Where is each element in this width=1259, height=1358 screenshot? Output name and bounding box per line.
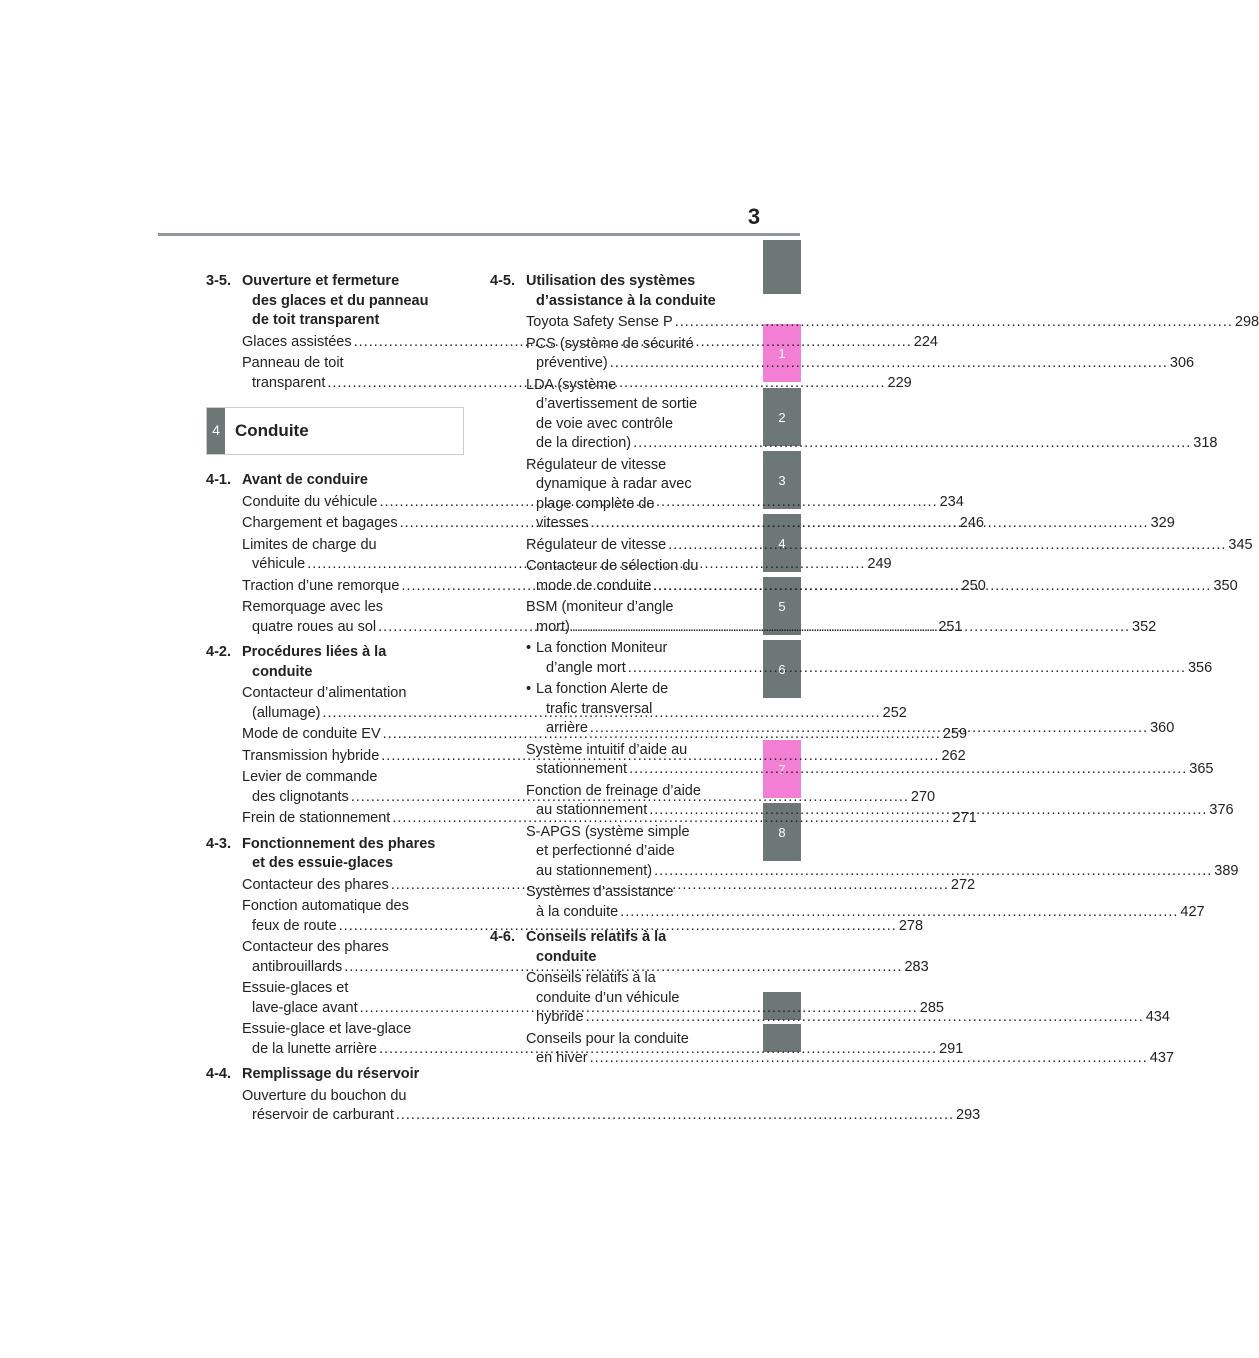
toc-entry-levier[interactable]: Levier de commande des clignotants ..... 270 (242, 768, 438, 807)
page-ref: 250 (961, 577, 986, 594)
page-ref: 352 (1132, 618, 1157, 635)
toc-entry-conduite[interactable]: Conduite du véhicule ..... 234 (242, 493, 438, 513)
page-ref: 350 (1213, 577, 1238, 594)
toc-entry-transmission[interactable]: Transmission hybride ..... 262 (242, 747, 438, 767)
page-ref: 437 (1149, 1050, 1174, 1066)
toc-entry-regulateur[interactable]: Régulateur de vitesse ..... 345 (526, 536, 722, 556)
page-ref: 229 (887, 374, 912, 391)
toc-entry-bsm-trafic[interactable]: • La fonction Alerte de trafic transversal arrière ..... 360 (526, 680, 722, 739)
toc-entry-intuitif[interactable]: Système intuitif d’aide au stationnement ..... 365 (526, 741, 722, 780)
page-ref: 365 (1189, 761, 1214, 777)
section-3-5: 3-5. Ouverture et fermeture des glaces et du panneau de toit transparent (206, 273, 429, 328)
page-ref: 246 (959, 515, 984, 531)
page-ref: 262 (941, 747, 966, 764)
toc-entry-limites[interactable]: Limites de charge du véhicule ..... 249 (242, 536, 438, 575)
chapter-tab-label: 6 (778, 661, 786, 677)
toc-entry-ev[interactable]: Mode de conduite EV ..... 259 (242, 725, 438, 745)
page-ref: 298 (1234, 314, 1259, 330)
toc-entry-bsm[interactable]: BSM (moniteur d’angle mort) ..... 352 (526, 598, 722, 637)
toc-entry-panneau[interactable]: Panneau de toit transparent ..... 229 (242, 354, 438, 393)
toc-entry-sapgs[interactable]: S-APGS (système simple et perfectionné d’aide au stationnement) ..... 389 (526, 823, 722, 882)
bullet-icon: • (526, 640, 532, 656)
toc-entry-assistance[interactable]: Systèmes d’assistance à la conduite ..... 427 (526, 883, 722, 922)
page-ref: 270 (910, 788, 936, 805)
page-ref: 259 (942, 726, 968, 742)
page-ref: 285 (919, 999, 944, 1016)
toc-entry-chargement[interactable]: Chargement et bagages ..... 246 (242, 514, 438, 534)
page-ref: 249 (867, 556, 892, 572)
toc-entry-fonction-feux[interactable]: Fonction automatique des feux de route ..... 278 (242, 897, 438, 936)
chapter-tab-label: 1 (778, 345, 786, 361)
bullet-icon: • (526, 681, 532, 697)
toc-entry-pcs[interactable]: PCS (système de sécurité préventive) ..... 306 (526, 335, 722, 374)
chapter-tab-label: 4 (778, 535, 786, 551)
chapter-tab-label: 2 (778, 409, 786, 425)
toc-entry-essuie-glaces[interactable]: Essuie-glaces et lave-glace avant ..... 285 (242, 979, 438, 1018)
page-ref: 278 (898, 917, 924, 934)
toc-entry-lunette[interactable]: Essuie-glace et lave-glace de la lunette arrière ..... 291 (242, 1020, 438, 1059)
chapter-tab-label: 7 (778, 761, 786, 777)
section-4-3: 4-3. Fonctionnement des phares et des essuie-glaces (206, 835, 436, 871)
page-ref: 318 (1193, 435, 1218, 451)
toc-entry-hybride[interactable]: Conseils relatifs à la conduite d’un véhicule hybride ..... 434 (526, 969, 722, 1028)
page-ref: 293 (956, 1107, 981, 1123)
chapter-tab-label: 5 (778, 598, 786, 614)
section-4-2: 4-2. Procédures liées à la conduite (206, 644, 387, 680)
toc-entry-glaces[interactable]: Glaces assistées ..... 224 (242, 333, 438, 353)
section-4-5: 4-5. Utilisation des systèmes d’assistance à la conduite (490, 273, 716, 309)
page-ref: 306 (1169, 355, 1195, 371)
toc-entry-traction[interactable]: Traction d’une remorque ..... 250 (242, 577, 438, 597)
section-4-1: 4-1. Avant de conduire (206, 472, 368, 488)
toc-entry-selection-mode[interactable]: Contacteur de sélection du mode de conduite ..... 350 (526, 557, 722, 596)
page-ref: 291 (939, 1040, 964, 1057)
toc-entry-bsm-angle-mort[interactable]: • La fonction Moniteur d’angle mort ..... 356 (526, 639, 722, 678)
section-4-6: 4-6. Conseils relatifs à la conduite (490, 929, 667, 965)
page-ref: 224 (913, 333, 938, 350)
toc-entry-hiver[interactable]: Conseils pour la conduite en hiver ..... 437 (526, 1030, 722, 1069)
page-ref: 252 (882, 704, 907, 721)
chapter-tab-top[interactable] (763, 240, 801, 294)
toc-entry-remorquage[interactable]: Remorquage avec les quatre roues au sol ..... 251 (242, 598, 438, 637)
chapter-number: 4 (207, 408, 225, 454)
page-ref: 251 (938, 618, 963, 635)
page-ref: 271 (952, 810, 977, 826)
page-ref: 427 (1180, 903, 1205, 920)
page-ref: 389 (1214, 862, 1239, 879)
toc-entry-phares[interactable]: Contacteur des phares ..... 272 (242, 876, 438, 896)
page-number: 3 (747, 204, 761, 229)
page-ref: 434 (1145, 1009, 1170, 1025)
toc-entry-frein[interactable]: Frein de stationnement ..... 271 (242, 809, 438, 829)
toc-entry-lda[interactable]: LDA (système d’avertissement de sortie de voie avec contrôle de la direction) ..... 318 (526, 376, 722, 454)
page-ref: 360 (1150, 720, 1175, 736)
toc-entry-bouchon[interactable]: Ouverture du bouchon du réservoir de carburant ..... 293 (242, 1087, 438, 1126)
toc-entry-tss[interactable]: Toyota Safety Sense P ..... 298 (526, 313, 722, 333)
page-ref: 283 (904, 958, 929, 975)
chapter-title: Conduite (235, 421, 309, 441)
page-ref: 356 (1187, 659, 1213, 676)
chapter-tab-label: 3 (778, 472, 786, 488)
section-4-4: 4-4. Remplissage du réservoir (206, 1066, 420, 1082)
chapter-tab-label: 8 (778, 824, 786, 840)
toc-entry-antibrouillard[interactable]: Contacteur des phares antibrouillards ..... 283 (242, 938, 438, 977)
page-ref: 272 (950, 876, 976, 893)
toc-entry-regulateur-dynamique[interactable]: Régulateur de vitesse dynamique à radar avec plage complète de vitesses ..... 329 (526, 456, 722, 534)
toc-entry-freinage[interactable]: Fonction de freinage d’aide au stationnement ..... 376 (526, 782, 722, 821)
toc-entry-contacteur[interactable]: Contacteur d’alimentation (allumage) ..... 252 (242, 684, 438, 723)
page-ref: 234 (939, 493, 964, 510)
header-rule (158, 233, 800, 236)
page-ref: 345 (1228, 536, 1253, 553)
chapter-heading (206, 407, 464, 455)
page-ref: 376 (1209, 802, 1234, 818)
page-ref: 329 (1150, 515, 1175, 531)
